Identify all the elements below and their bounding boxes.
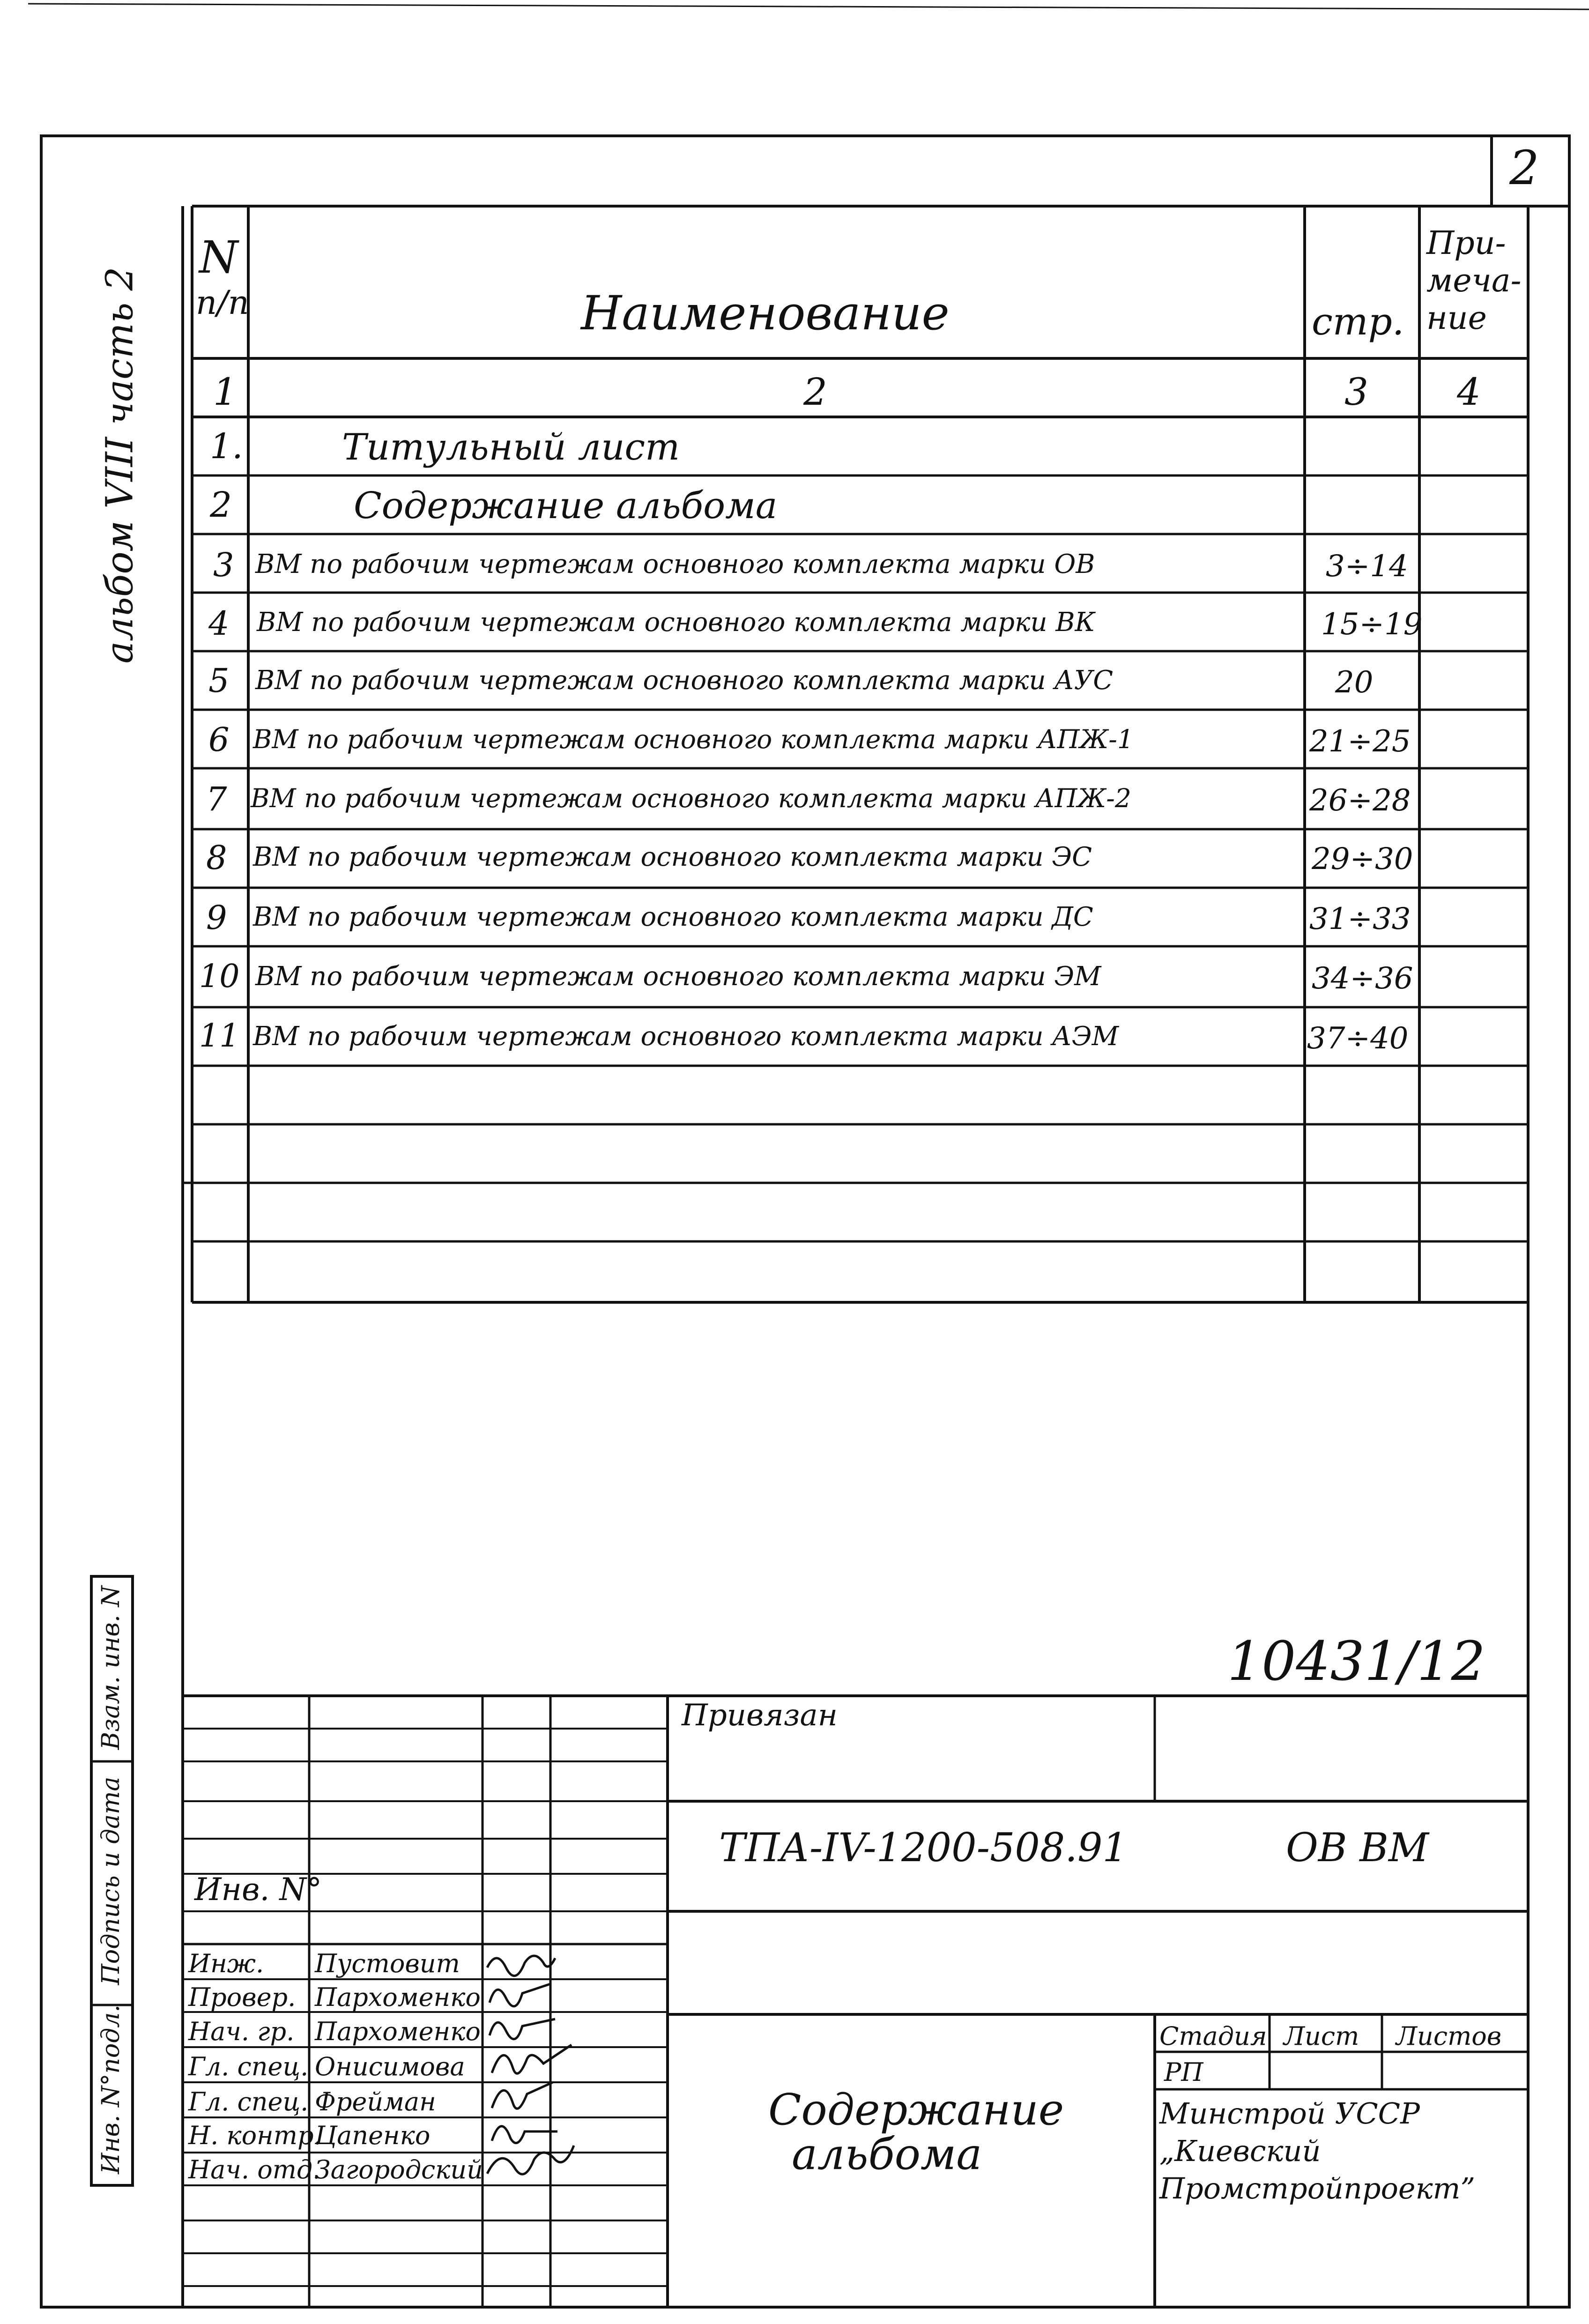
row-2-name: Содержание альбома [354,485,778,527]
row-4-page: 15÷19 [1321,607,1423,642]
row-10-num: 10 [199,958,240,995]
stage-value: РП [1164,2057,1203,2087]
row-4-name: ВМ по рабочим чертежам основного комплекта марки ВК [257,607,1095,638]
privyazan-label: Привязан [682,1698,838,1733]
role-4-name: Онисимова [315,2052,465,2081]
header-num-pp: п/п [196,283,249,322]
strip-vzam-inv: Взам. инв. N [97,1585,125,1750]
row-9-page: 31÷33 [1309,902,1411,936]
role-5: Гл. спец. [188,2087,309,2116]
role-2-name: Пархоменко [315,1982,481,2012]
column-number-1: 1 [213,370,237,414]
row-10-name: ВМ по рабочим чертежам основного комплекта марки ЭМ [255,961,1101,992]
row-1-num: 1. [210,426,243,467]
sheets-label: Листов [1396,2021,1502,2051]
role-3: Нач. гр. [188,2017,295,2046]
row-11-num: 11 [199,1017,240,1054]
strip-podpis-data: Подпись и дата [97,1776,125,1985]
row-9-num: 9 [206,898,227,937]
row-10-page: 34÷36 [1312,961,1413,996]
sheet-title-line1: Содержание [768,2085,1064,2135]
stage-label: Стадия [1159,2021,1267,2051]
row-9-name: ВМ по рабочим чертежам основного комплекта марки ДС [253,902,1093,932]
column-number-3: 3 [1344,370,1368,414]
archive-number: 10431/12 [1227,1630,1485,1693]
sheet-number: 2 [1509,141,1539,195]
role-1-name: Пустовит [315,1949,460,1978]
role-4: Гл. спец. [188,2052,309,2081]
header-note-3: ние [1426,300,1487,337]
header-name: Наименование [581,286,950,341]
row-5-page: 20 [1335,665,1374,700]
role-7-name: Загородский [315,2155,483,2184]
column-number-4: 4 [1457,370,1481,414]
sheet-label: Лист [1284,2021,1359,2051]
row-8-page: 29÷30 [1312,842,1413,876]
row-6-num: 6 [208,720,230,759]
header-page: стр. [1312,300,1404,343]
row-8-name: ВМ по рабочим чертежам основного комплекта марки ЭС [253,842,1092,872]
row-6-page: 21÷25 [1309,724,1411,759]
row-2-num: 2 [210,485,232,525]
row-5-name: ВМ по рабочим чертежам основного комплекта марки АУС [255,665,1114,696]
header-note-2: меча- [1426,262,1522,299]
row-3-num: 3 [213,546,234,584]
row-3-page: 3÷14 [1326,549,1408,584]
role-6: Н. контр. [188,2121,322,2150]
strip-inv-podl: Инв. N°подл. [97,2005,125,2174]
header-note-1: При- [1426,225,1506,262]
role-6-name: Цапенко [315,2121,431,2150]
role-7: Нач. отд. [188,2155,321,2184]
role-3-name: Пархоменко [315,2017,481,2046]
sheet-title-line2: альбома [792,2129,982,2179]
row-8-num: 8 [206,839,227,877]
column-number-2: 2 [803,370,827,414]
row-11-name: ВМ по рабочим чертежам основного комплекта марки АЭМ [253,1021,1119,1052]
role-2: Провер. [188,1982,296,2012]
row-5-num: 5 [208,661,230,700]
document-code: ТПА-IV-1200-508.91 [719,1825,1128,1871]
inv-no-label: Инв. N° [194,1871,322,1908]
org-line1: Минстрой УССР [1159,2096,1420,2131]
org-line2: „Киевский [1159,2134,1321,2168]
row-7-name: ВМ по рабочим чертежам основного комплекта марки АПЖ-2 [251,783,1131,813]
row-1-name: Титульный лист [342,426,680,468]
row-7-num: 7 [206,780,227,818]
header-num-n: N [199,232,238,283]
role-1: Инж. [188,1949,264,1978]
row-11-page: 37÷40 [1307,1021,1409,1056]
row-7-page: 26÷28 [1309,783,1411,818]
row-6-name: ВМ по рабочим чертежам основного комплекта марки АПЖ-1 [253,724,1134,754]
row-3-name: ВМ по рабочим чертежам основного комплекта марки ОВ [255,549,1095,579]
document-mark: ОВ ВМ [1286,1825,1429,1871]
side-album-label: альбом VIII часть 2 [97,267,141,664]
org-line3: Промстройпроект” [1159,2171,1476,2205]
role-5-name: Фрейман [315,2087,436,2116]
row-4-num: 4 [208,604,230,643]
